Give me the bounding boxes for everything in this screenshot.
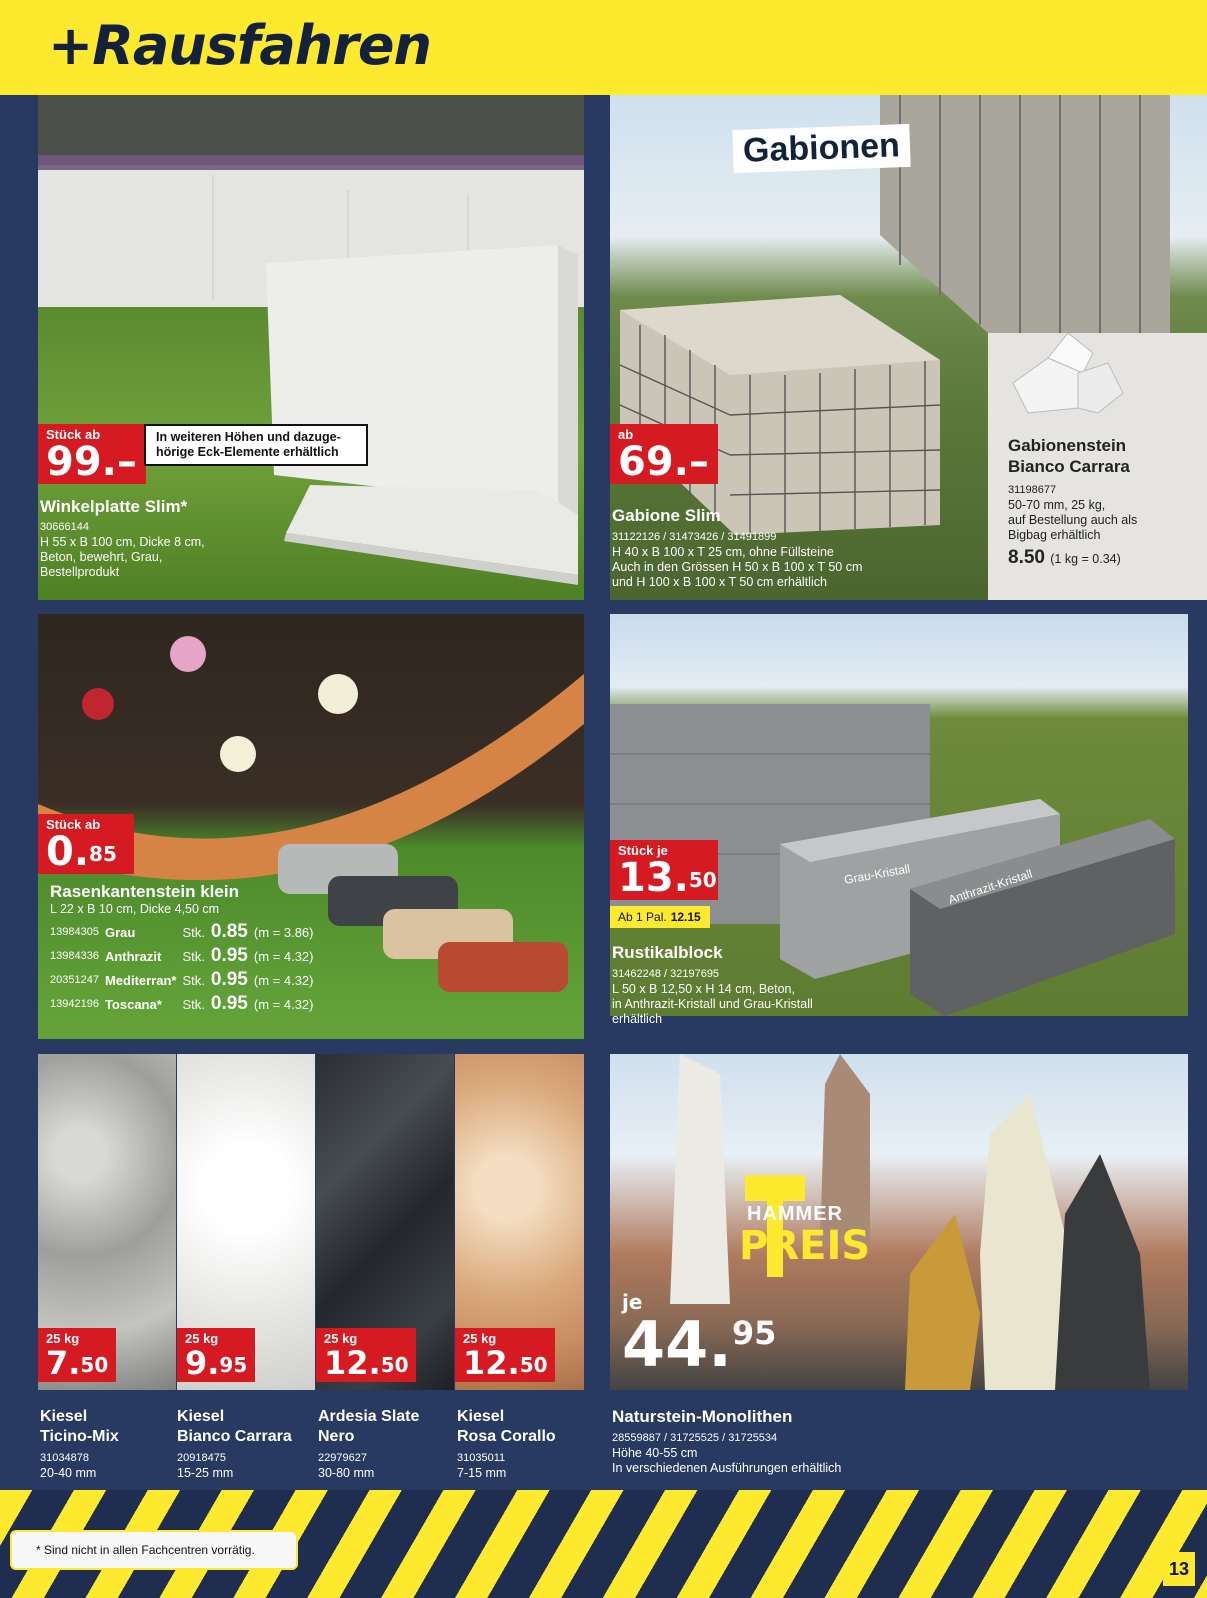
rustikal-price bbox=[618, 855, 717, 901]
monolith-price bbox=[622, 1290, 777, 1381]
gabione-desc-1: H 40 x B 100 x T 25 cm, ohne Füllsteine bbox=[612, 545, 834, 559]
gabionenstein-desc-2: auf Bestellung auch als bbox=[1008, 513, 1138, 527]
rasenkante-price-prefix: Stück ab bbox=[46, 817, 101, 832]
winkelplatte-note bbox=[144, 424, 368, 466]
gabionenstein-info bbox=[1008, 483, 1137, 543]
kiesel-rosa-badge bbox=[455, 1328, 555, 1382]
ardesia-price bbox=[324, 1344, 409, 1382]
row-price: 0.95 bbox=[210, 945, 248, 966]
row-color: Grau bbox=[104, 924, 136, 940]
winkelplatte-note-text: In weiteren Höhen und dazuge-hörige Eck-Elemente erhältlich bbox=[156, 430, 341, 459]
kiesel-bianco-info bbox=[177, 1407, 292, 1481]
row-stk: Stk. bbox=[182, 972, 205, 988]
ardesia-info bbox=[318, 1407, 419, 1481]
row-art: 13984336 bbox=[50, 950, 99, 962]
kiesel-ticino-weight: 25 kg bbox=[46, 1331, 80, 1346]
preis-label: PREIS bbox=[739, 1223, 871, 1269]
gabione-desc-3: und H 100 x B 100 x T 50 cm erhältlich bbox=[612, 575, 827, 589]
rasenkante-title: Rasenkantenstein klein bbox=[50, 882, 239, 901]
art-number: 20918475 bbox=[177, 1452, 226, 1464]
rustikal-desc-3: erhältlich bbox=[612, 1012, 663, 1026]
title-line-2: Bianco Carrara bbox=[177, 1428, 292, 1445]
gabionenstein-title-1: Gabionenstein bbox=[1008, 436, 1127, 455]
gabionenstein-price: 8.50 bbox=[1008, 547, 1045, 568]
price-main: 12. bbox=[463, 1344, 520, 1382]
rustikal-pallet-prefix: Ab 1 Pal. bbox=[618, 910, 667, 924]
title-line-1: Kiesel bbox=[457, 1408, 505, 1425]
kiesel-rosa-weight: 25 kg bbox=[463, 1331, 497, 1346]
monolith-title: Naturstein-Monolithen bbox=[612, 1407, 793, 1426]
page-title: +Rausfahren bbox=[48, 14, 431, 77]
winkelplatte-info bbox=[40, 520, 205, 580]
gabionen-label: Gabionen bbox=[732, 124, 910, 173]
label-grau-kristall: Grau-Kristall bbox=[843, 861, 912, 887]
rasenkante-price-main: 0. bbox=[46, 829, 90, 875]
title-line-1: Kiesel bbox=[40, 1408, 88, 1425]
table-row bbox=[50, 992, 319, 1016]
rasenkante-info bbox=[38, 882, 319, 1016]
monolith-price-sup: 95 bbox=[731, 1314, 777, 1352]
winkelplatte-title: Winkelplatte Slim* bbox=[40, 497, 188, 516]
grain-size: 7-15 mm bbox=[457, 1466, 507, 1480]
ardesia-badge bbox=[316, 1328, 416, 1382]
winkelplatte-price: 99.– bbox=[46, 439, 137, 485]
footer-note bbox=[10, 1530, 298, 1570]
gabione-price-badge bbox=[610, 424, 718, 484]
row-art: 20351247 bbox=[50, 974, 99, 986]
kiesel-ticino-info bbox=[40, 1407, 119, 1481]
row-meter: (m = 3.86) bbox=[253, 924, 314, 940]
row-meter: (m = 4.32) bbox=[253, 972, 314, 988]
hammer-preis-logo bbox=[737, 1167, 877, 1287]
winkelplatte-desc-1: H 55 x B 100 cm, Dicke 8 cm, bbox=[40, 535, 205, 549]
row-meter: (m = 4.32) bbox=[253, 996, 314, 1012]
gabionenstein-desc-1: 50-70 mm, 25 kg, bbox=[1008, 498, 1106, 512]
winkelplatte-desc-3: Bestellprodukt bbox=[40, 565, 120, 579]
rasenkante-price-table bbox=[50, 920, 319, 1016]
table-row bbox=[50, 944, 319, 968]
price-sup: 50 bbox=[519, 1353, 548, 1377]
row-color: Anthrazit bbox=[104, 948, 162, 964]
hammer-label: HAMMER bbox=[747, 1203, 843, 1225]
winkelplatte-price-prefix: Stück ab bbox=[46, 427, 101, 442]
rustikal-price-main: 13. bbox=[618, 855, 689, 901]
row-art: 13984305 bbox=[50, 926, 99, 938]
gabione-info bbox=[612, 530, 862, 590]
row-stk: Stk. bbox=[182, 924, 205, 940]
row-color: Toscana* bbox=[104, 996, 162, 1012]
row-price: 0.95 bbox=[210, 969, 248, 990]
monolith-art: 28559887 / 31725525 / 31725534 bbox=[612, 1432, 778, 1444]
price-sup: 50 bbox=[80, 1353, 109, 1377]
winkelplatte-desc-2: Beton, bewehrt, Grau, bbox=[40, 550, 163, 564]
rasenkante-price bbox=[46, 829, 117, 875]
title-line-1: Ardesia Slate bbox=[318, 1408, 420, 1425]
rustikal-art: 31462248 / 32197695 bbox=[612, 968, 720, 980]
gabionenstein-title-2: Bianco Carrara bbox=[1008, 457, 1130, 476]
gabionenstein-price-line bbox=[1008, 547, 1121, 569]
monolith-price-prefix: je bbox=[622, 1290, 643, 1314]
rasenkante-price-sup: 85 bbox=[89, 842, 117, 866]
kiesel-ticino-price bbox=[46, 1344, 108, 1382]
price-sup: 50 bbox=[380, 1353, 409, 1377]
winkelplatte-art: 30666144 bbox=[40, 521, 89, 533]
rustikal-price-badge bbox=[610, 840, 718, 900]
grain-size: 30-80 mm bbox=[318, 1466, 375, 1480]
monolith-info bbox=[612, 1431, 841, 1476]
rustikal-desc-2: in Anthrazit-Kristall und Grau-Kristall bbox=[612, 997, 813, 1011]
row-color: Mediterran* bbox=[104, 972, 177, 988]
page-header bbox=[0, 0, 1207, 95]
rasenkante-price-badge bbox=[38, 814, 134, 874]
art-number: 31035011 bbox=[457, 1452, 506, 1464]
table-row bbox=[50, 968, 319, 992]
price-main: 7. bbox=[46, 1344, 81, 1382]
price-main: 12. bbox=[324, 1344, 381, 1382]
price-main: 9. bbox=[185, 1344, 220, 1382]
gabione-title: Gabione Slim bbox=[612, 506, 721, 525]
footer-note-text: * Sind nicht in allen Fachcentren vorrätig. bbox=[36, 1543, 255, 1557]
title-line-2: Ticino-Mix bbox=[40, 1428, 119, 1445]
gabionenstein-desc-3: Bigbag erhältlich bbox=[1008, 528, 1101, 542]
row-stk: Stk. bbox=[182, 996, 205, 1012]
gabionenstein-unit-price: (1 kg = 0.34) bbox=[1050, 552, 1121, 566]
grain-size: 15-25 mm bbox=[177, 1466, 234, 1480]
page-number: 13 bbox=[1163, 1552, 1195, 1586]
rustikal-pallet-price bbox=[610, 906, 710, 928]
title-line-1: Kiesel bbox=[177, 1408, 225, 1425]
gabione-price-prefix: ab bbox=[618, 427, 634, 442]
art-number: 31034878 bbox=[40, 1452, 89, 1464]
gabionenstein-panel bbox=[988, 333, 1207, 600]
kiesel-bianco-price bbox=[185, 1344, 247, 1382]
art-number: 22979627 bbox=[318, 1452, 367, 1464]
kiesel-ticino-badge bbox=[38, 1328, 116, 1382]
kiesel-bianco-weight: 25 kg bbox=[185, 1331, 219, 1346]
monolith-desc-2: In verschiedenen Ausführungen erhältlich bbox=[612, 1461, 842, 1475]
rustikal-desc-1: L 50 x B 12,50 x H 14 cm, Beton, bbox=[612, 982, 795, 996]
label-anthrazit-kristall: Anthrazit-Kristall bbox=[946, 866, 1035, 907]
rasenkante-desc: L 22 x B 10 cm, Dicke 4,50 cm bbox=[50, 902, 220, 916]
rustikal-pallet-value: 12.15 bbox=[670, 910, 701, 924]
gabionenstein-title bbox=[1008, 435, 1130, 477]
monolith-desc-1: Höhe 40-55 cm bbox=[612, 1446, 698, 1460]
kiesel-rosa-price bbox=[463, 1344, 548, 1382]
row-price: 0.95 bbox=[210, 993, 248, 1014]
table-row bbox=[50, 920, 319, 944]
row-price: 0.85 bbox=[210, 921, 248, 942]
row-meter: (m = 4.32) bbox=[253, 948, 314, 964]
rustikal-title: Rustikalblock bbox=[612, 943, 723, 962]
title-line-2: Rosa Corallo bbox=[457, 1428, 556, 1445]
gabione-art: 31122126 / 31473426 / 31491899 bbox=[612, 531, 777, 543]
title-line-2: Nero bbox=[318, 1428, 355, 1445]
kiesel-rosa-info bbox=[457, 1407, 556, 1481]
kiesel-bianco-badge bbox=[177, 1328, 255, 1382]
row-stk: Stk. bbox=[182, 948, 205, 964]
gabione-desc-2: Auch in den Grössen H 50 x B 100 x T 50 cm bbox=[612, 560, 863, 574]
gabionenstein-art: 31198677 bbox=[1008, 484, 1057, 496]
monolith-price-main: 44. bbox=[622, 1308, 732, 1381]
grain-size: 20-40 mm bbox=[40, 1466, 97, 1480]
winkelplatte-price-badge bbox=[38, 424, 146, 484]
row-art: 13942196 bbox=[50, 998, 99, 1010]
rustikal-price-sup: 50 bbox=[688, 868, 717, 892]
rustikal-info bbox=[612, 967, 813, 1027]
price-sup: 95 bbox=[219, 1353, 248, 1377]
ardesia-weight: 25 kg bbox=[324, 1331, 358, 1346]
gabione-price: 69.– bbox=[618, 439, 709, 485]
rustikal-price-prefix: Stück je bbox=[618, 843, 668, 858]
gabionenstein-stones-illustration bbox=[988, 333, 1207, 433]
